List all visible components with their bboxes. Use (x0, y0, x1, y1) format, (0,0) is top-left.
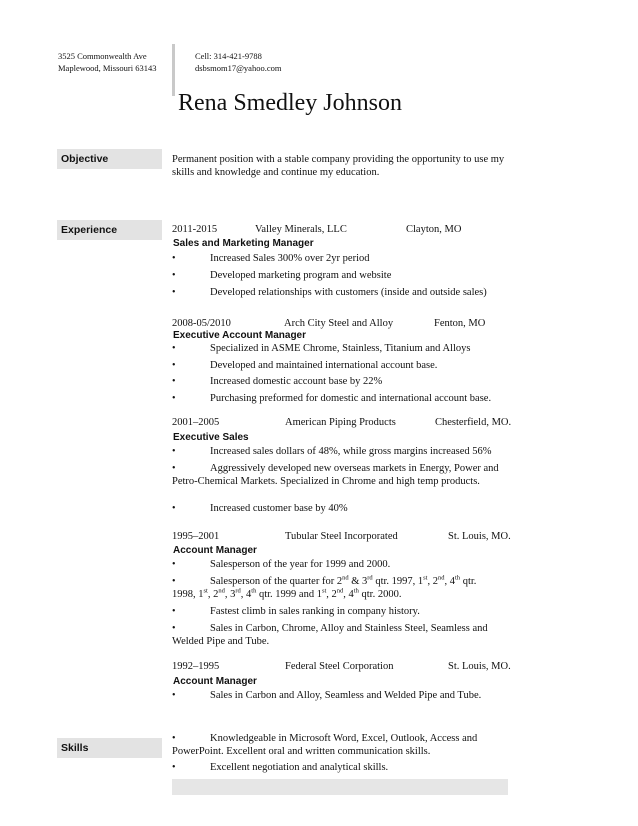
job-location: St. Louis, MO. (448, 531, 511, 542)
job-company: Tubular Steel Incorporated (285, 531, 398, 542)
bullet: • (172, 360, 176, 371)
header-divider (172, 44, 175, 96)
address-line-1: 3525 Commonwealth Ave (58, 51, 147, 61)
list-item: • Fastest climb in sales ranking in company history. (172, 606, 420, 617)
bullet: • (172, 393, 176, 404)
job-location: St. Louis, MO. (448, 661, 511, 672)
skills-label: Skills (61, 742, 89, 754)
list-item: • Developed relationships with customers (inside and outside sales) (172, 287, 487, 298)
footer-shading-bar (172, 779, 508, 795)
job-dates: 2008-05/2010 (172, 318, 231, 329)
bullet: • (172, 559, 176, 570)
quarter-award-text: Salesperson of the quarter for 2nd & 3rd qtr. 1997, 1st, 2nd, 4th qtr. 1998, 1st, 2nd, 3rd, 4th qtr. 1999 and 1st, 2nd, 4th qtr. 2000. (172, 574, 477, 600)
job-title: Account Manager (173, 676, 257, 687)
job-company: American Piping Products (285, 417, 396, 428)
list-item: • Increased sales dollars of 48%, while gross margins increased 56% (172, 446, 492, 457)
email: dsbsmom17@yahoo.com (195, 63, 282, 73)
job-dates: 2001–2005 (172, 417, 220, 428)
list-item: • Sales in Carbon, Chrome, Alloy and Stainless Steel, Seamless and Welded Pipe and Tube. (172, 623, 488, 647)
list-item: • Aggressively developed new overseas markets in Energy, Power and Petro-Chemical Markets. Specialized in Chrome and high temp products. (172, 463, 499, 487)
bullet: • (172, 270, 176, 281)
list-item: • Increased domestic account base by 22% (172, 376, 383, 387)
bullet: • (172, 606, 176, 617)
list-item: • Sales in Carbon and Alloy, Seamless and Welded Pipe and Tube. (172, 690, 482, 701)
list-item (172, 575, 512, 601)
bullet: • (172, 623, 176, 634)
job-dates: 1995–2001 (172, 531, 220, 542)
list-item: • Salesperson of the year for 1999 and 2000. (172, 559, 391, 570)
bullet: • (172, 287, 176, 298)
job-title: Account Manager (173, 545, 257, 556)
list-item: • Purchasing preformed for domestic and international account base. (172, 393, 492, 404)
bullet: • (172, 376, 176, 387)
bullet: • (172, 253, 176, 264)
list-item: • Developed marketing program and website (172, 270, 392, 281)
phone: Cell: 314-421-9788 (195, 51, 262, 61)
bullet: • (172, 576, 176, 587)
bullet: • (172, 463, 176, 474)
list-item: • Specialized in ASME Chrome, Stainless, Titanium and Alloys (172, 343, 471, 354)
job-company: Arch City Steel and Alloy (284, 318, 394, 329)
job-title: Executive Sales (173, 432, 249, 443)
bullet: • (172, 733, 176, 744)
list-item: • Developed and maintained international account base. (172, 360, 438, 371)
list-item: • Increased customer base by 40% (172, 503, 348, 514)
job-company: Federal Steel Corporation (285, 661, 394, 672)
bullet: • (172, 446, 176, 457)
bullet: • (172, 762, 176, 773)
job-title: Executive Account Manager (173, 330, 307, 341)
job-location: Clayton, MO (406, 224, 462, 235)
job-dates: 2011-2015 (172, 224, 218, 235)
objective-label: Objective (61, 153, 109, 165)
bullet: • (172, 690, 176, 701)
job-dates: 1992–1995 (172, 661, 220, 672)
list-item: • Knowledgeable in Microsoft Word, Excel, Outlook, Access and PowerPoint. Excellent oral and written communication skills. (172, 733, 478, 757)
job-location: Fenton, MO (434, 318, 486, 329)
list-item: • Increased Sales 300% over 2yr period (172, 253, 370, 264)
job-company: Valley Minerals, LLC (255, 224, 347, 235)
bullet: • (172, 343, 176, 354)
objective-text: Permanent position with a stable company providing the opportunity to use my skills and knowledge and continue my education. (172, 154, 505, 178)
resume-name: Rena Smedley Johnson (178, 90, 402, 116)
job-location: Chesterfield, MO. (435, 417, 512, 428)
job-title: Sales and Marketing Manager (173, 238, 314, 249)
list-item: • Excellent negotiation and analytical skills. (172, 762, 389, 773)
address-line-2: Maplewood, Missouri 63143 (58, 63, 157, 73)
bullet: • (172, 503, 176, 514)
experience-label: Experience (61, 224, 118, 236)
